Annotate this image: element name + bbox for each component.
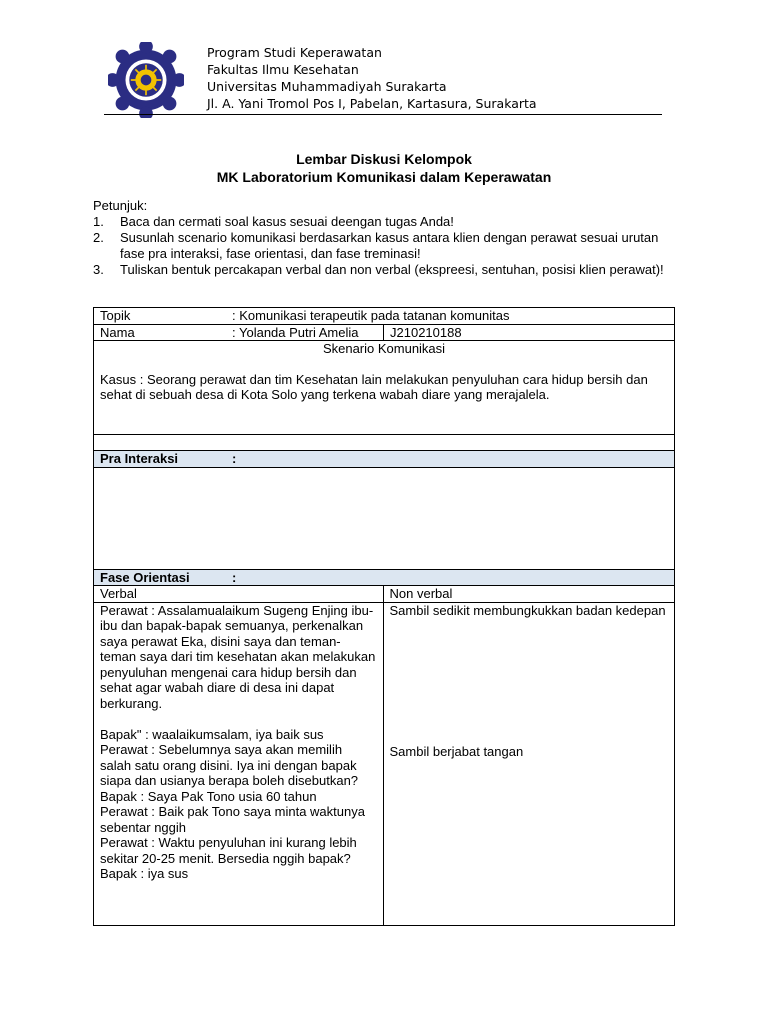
nama-row (94, 324, 675, 341)
header-line-faculty: Fakultas Ilmu Kesehatan (207, 62, 359, 77)
column-header-row (94, 586, 675, 603)
header-line-address: Jl. A. Yani Tromol Pos I, Pabelan, Kartasura, Surakarta (207, 96, 537, 111)
instruction-list (93, 214, 683, 278)
pra-interaksi-content-row (94, 467, 675, 569)
discussion-form-table (93, 307, 675, 926)
header-divider (104, 114, 662, 115)
topik-value: : Komunikasi terapeutik pada tatanan komunitas (232, 308, 510, 323)
instruction-text: Tuliskan bentuk percakapan verbal dan non verbal (ekspreesi, sentuhan, posisi klien perawat)! (120, 262, 664, 277)
skenario-heading: Skenario Komunikasi (322, 341, 446, 356)
verbal-cell (94, 602, 384, 925)
spacer-row (94, 435, 675, 451)
fase-orientasi-colon: : (232, 569, 237, 585)
dialogue-line: Perawat : Waktu penyuluhan ini kurang lebih sekitar 20-25 menit. Bersedia nggih bapak? (100, 835, 357, 866)
instruction-item (93, 262, 683, 278)
nonverbal-cell (383, 602, 675, 925)
dialogue-row (94, 602, 675, 925)
nama-label: Nama (100, 324, 135, 340)
instruction-item (93, 214, 683, 230)
instructions (93, 198, 683, 278)
instruction-text: Susunlah scenario komunikasi berdasarkan kasus antara klien dengan perawat sesuai urutan fase pra interaksi, fase orientasi, dan fase treminasi! (120, 230, 659, 261)
title-line-1: Lembar Diskusi Kelompok (296, 151, 472, 167)
dialogue-line: Bapak : iya sus (100, 866, 189, 881)
instruction-text: Baca dan cermati soal kasus sesuai deengan tugas Anda! (120, 214, 454, 229)
instruction-item (93, 230, 683, 262)
topik-label: Topik (100, 308, 131, 323)
university-seal-logo-icon (108, 42, 184, 118)
kasus-text: Kasus : Seorang perawat dan tim Kesehatan lain melakukan penyuluhan cara hidup bersih dan sehat di sebuah desa di Kota Solo yang terkena wabah diare yang merajalela. (100, 371, 648, 402)
dialogue-line: Bapak" : waalaikumsalam, iya baik sus (100, 726, 324, 742)
nonverbal-line: Sambil berjabat tangan (389, 744, 524, 759)
document-subtitle: MK Laboratorium Komunikasi dalam Keperawatan (216, 169, 552, 185)
fase-orientasi-header-row (94, 569, 675, 586)
header-line-university: Universitas Muhammadiyah Surakarta (207, 79, 447, 94)
dialogue-line: Perawat : Sebelumnya saya akan memilih salah satu orang disini. Iya ini dengan bapak siapa dan usianya berapa boleh disebutkan? (100, 742, 359, 788)
skenario-row (94, 341, 675, 435)
verbal-column-header: Verbal (94, 586, 384, 603)
topik-row (94, 308, 675, 325)
dialogue-line: Perawat : Baik pak Tono saya minta waktunya sebentar nggih (100, 804, 365, 835)
document-title (0, 151, 768, 167)
instruction-number: 3. (93, 262, 104, 277)
dialogue-line: Perawat : Assalamualaikum Sugeng Enjing ibu-ibu dan bapak-bapak semuanya, perkenalkan saya perawat Eka, disini saya dan teman-teman saya dari tim kesehatan akan melakukan penyuluhan mengenai cara hidup bersih dan sehat agar wabah diare di desa ini dapat berkurang. (100, 602, 376, 711)
instruction-number: 2. (93, 230, 104, 245)
pra-interaksi-header-row (94, 451, 675, 468)
nama-value: : Yolanda Putri Amelia (232, 324, 359, 340)
nonverbal-line: Sambil sedikit membungkukkan badan kedepan (389, 602, 666, 618)
instructions-heading: Petunjuk: (93, 198, 148, 213)
pra-interaksi-colon: : (232, 451, 237, 466)
nonverbal-column-header: Non verbal (383, 586, 675, 603)
nim-value: J210210188 (390, 324, 462, 340)
dialogue-line: Bapak : Saya Pak Tono usia 60 tahun (100, 788, 317, 804)
institution-header (207, 44, 537, 112)
header-line-program: Program Studi Keperawatan (207, 45, 382, 60)
pra-interaksi-label: Pra Interaksi (100, 451, 179, 466)
instruction-number: 1. (93, 214, 104, 229)
fase-orientasi-label: Fase Orientasi (100, 569, 190, 585)
